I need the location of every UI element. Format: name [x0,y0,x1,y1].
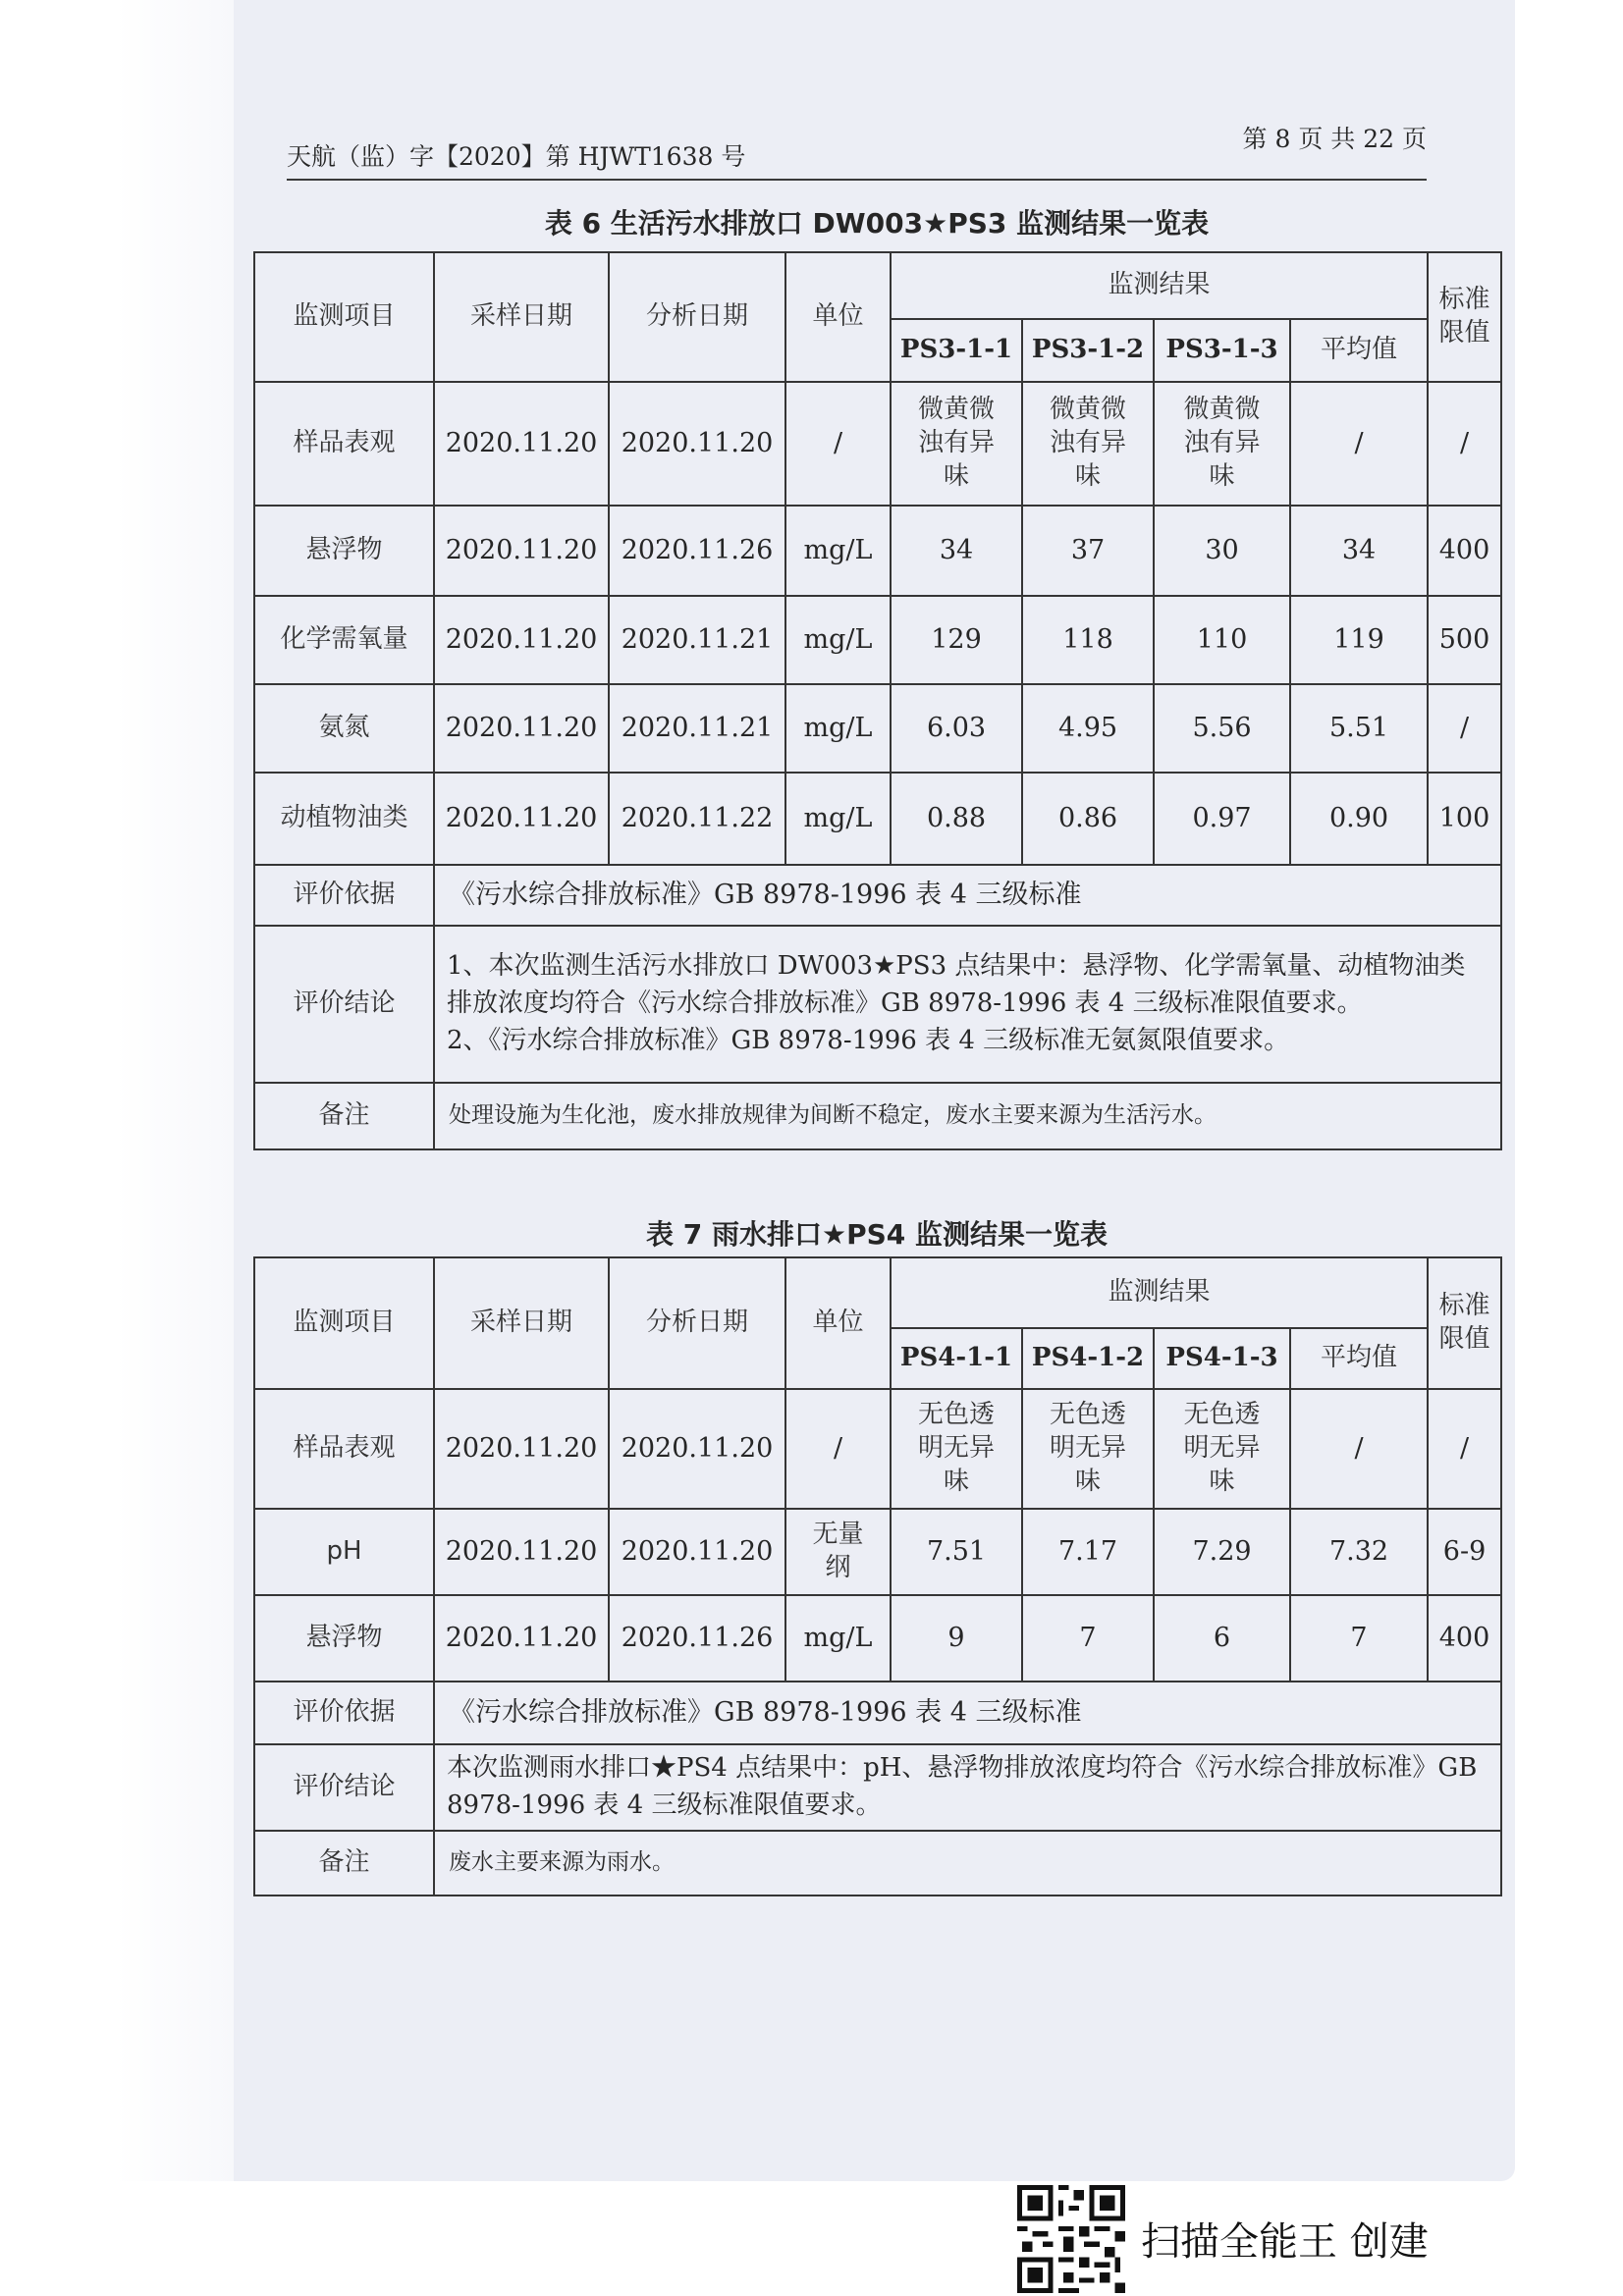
remark-label: 备注 [254,1831,434,1896]
cell-sample-2: 4.95 [1022,684,1154,773]
cell-sample-date: 2020.11.20 [434,596,609,684]
table-row [254,596,1501,684]
cell-limit: 400 [1428,1595,1501,1682]
header-sample-1: PS4-1-1 [891,1328,1022,1389]
cell-average: 0.90 [1290,773,1428,865]
cell-average: / [1290,382,1428,506]
cell-unit-text: 无量纲 [812,1520,864,1582]
cell-average: 7 [1290,1595,1428,1682]
table-row [254,773,1501,865]
header-results: 监测结果 [891,252,1428,319]
header-sample-date: 采样日期 [434,1257,609,1389]
basis-label: 评价依据 [254,865,434,926]
header-sample-3: PS3-1-3 [1154,319,1290,382]
cell-sample-3: 7.29 [1154,1509,1290,1595]
cell-sample-2-text: 微黄微浊有异味 [1049,395,1126,491]
cell-sample-date: 2020.11.20 [434,1509,609,1595]
page-edge-shadow [116,0,234,2181]
header-sample-2: PS3-1-2 [1022,319,1154,382]
header-analysis-date: 分析日期 [609,1257,785,1389]
cell-sample-date: 2020.11.20 [434,773,609,865]
cell-sample-3 [1154,1389,1290,1509]
table-row [254,382,1501,506]
table7 [253,1256,1502,1896]
cell-item: 氨氮 [254,684,434,773]
remark-label: 备注 [254,1083,434,1149]
header-limit [1428,252,1501,382]
header-item: 监测项目 [254,252,434,382]
cell-limit: / [1428,684,1501,773]
header-limit-text: 标准限值 [1438,285,1490,347]
cell-sample-1: 129 [891,596,1022,684]
cell-unit: mg/L [785,506,891,596]
cell-item: pH [254,1509,434,1595]
cell-unit: / [785,1389,891,1509]
cell-analysis-date: 2020.11.20 [609,1509,785,1595]
cell-item: 样品表观 [254,1389,434,1509]
cell-average: 34 [1290,506,1428,596]
cell-sample-1 [891,1389,1022,1509]
header-unit: 单位 [785,252,891,382]
cell-limit: 500 [1428,596,1501,684]
cell-sample-2: 37 [1022,506,1154,596]
cell-sample-3: 6 [1154,1595,1290,1682]
header-sample-date: 采样日期 [434,252,609,382]
cell-item: 化学需氧量 [254,596,434,684]
cell-item: 动植物油类 [254,773,434,865]
cell-sample-date: 2020.11.20 [434,684,609,773]
conclusion-text: 本次监测雨水排口★PS4 点结果中：pH、悬浮物排放浓度均符合《污水综合排放标准》GB 8978-1996 表 4 三级标准限值要求。 [434,1744,1501,1831]
cell-average: 119 [1290,596,1428,684]
cell-sample-3: 5.56 [1154,684,1290,773]
cell-item: 悬浮物 [254,1595,434,1682]
cell-analysis-date: 2020.11.22 [609,773,785,865]
conclusion-text [434,926,1501,1083]
cell-sample-2: 7.17 [1022,1509,1154,1595]
cell-average: 7.32 [1290,1509,1428,1595]
cell-average: / [1290,1389,1428,1509]
cell-unit: / [785,382,891,506]
page-number: 第 8 页 共 22 页 [1242,125,1427,153]
remark-text: 废水主要来源为雨水。 [434,1831,1501,1896]
cell-sample-1: 7.51 [891,1509,1022,1595]
table-row [254,1509,1501,1595]
cell-analysis-date: 2020.11.26 [609,506,785,596]
cell-sample-1 [891,382,1022,506]
cell-item: 样品表观 [254,382,434,506]
cell-unit: mg/L [785,684,891,773]
cell-sample-date: 2020.11.20 [434,1595,609,1682]
cell-sample-date: 2020.11.20 [434,506,609,596]
cell-sample-3: 110 [1154,596,1290,684]
cell-limit: 6-9 [1428,1509,1501,1595]
document-number: 天航（监）字【2020】第 HJWT1638 号 [287,142,746,171]
header-sample-1: PS3-1-1 [891,319,1022,382]
cell-sample-2 [1022,382,1154,506]
cell-sample-1-text: 微黄微浊有异味 [917,395,995,491]
cell-sample-3-text: 微黄微浊有异味 [1183,395,1261,491]
cell-sample-1: 34 [891,506,1022,596]
cell-sample-3: 0.97 [1154,773,1290,865]
conclusion-label: 评价结论 [254,1744,434,1831]
cell-limit: 100 [1428,773,1501,865]
cell-sample-1: 0.88 [891,773,1022,865]
cell-average: 5.51 [1290,684,1428,773]
table7-caption: 表 7 雨水排口★PS4 监测结果一览表 [646,1218,1108,1251]
header-sample-3: PS4-1-3 [1154,1328,1290,1389]
cell-sample-1: 6.03 [891,684,1022,773]
conclusion-item-1: 1、本次监测生活污水排放口 DW003★PS3 点结果中：悬浮物、化学需氧量、动植物油类排放浓度均符合《污水综合排放标准》GB 8978-1996 表 4 三级标准限值要求。 [447,951,1466,1019]
header-average: 平均值 [1290,319,1428,382]
cell-sample-2-text: 无色透明无异味 [1049,1400,1126,1496]
header-item: 监测项目 [254,1257,434,1389]
header-average: 平均值 [1290,1328,1428,1389]
conclusion-label: 评价结论 [254,926,434,1083]
header-analysis-date: 分析日期 [609,252,785,382]
cell-analysis-date: 2020.11.26 [609,1595,785,1682]
cell-sample-2 [1022,1389,1154,1509]
table-row [254,1595,1501,1682]
qr-code-icon [1017,2185,1125,2293]
cell-analysis-date: 2020.11.21 [609,596,785,684]
cell-unit: mg/L [785,596,891,684]
cell-sample-2: 0.86 [1022,773,1154,865]
table6 [253,251,1502,1150]
cell-sample-1: 9 [891,1595,1022,1682]
cell-analysis-date: 2020.11.20 [609,382,785,506]
table-row [254,1389,1501,1509]
cell-limit: / [1428,382,1501,506]
cell-unit [785,1509,891,1595]
cell-sample-3 [1154,382,1290,506]
cell-sample-date: 2020.11.20 [434,1389,609,1509]
cell-item: 悬浮物 [254,506,434,596]
conclusion-item-2: 2、《污水综合排放标准》GB 8978-1996 表 4 三级标准无氨氮限值要求。 [447,1025,1290,1055]
cell-sample-3: 30 [1154,506,1290,596]
scanner-watermark: 扫描全能王 创建 [1141,2219,1429,2265]
header-unit: 单位 [785,1257,891,1389]
header-limit-text: 标准限值 [1438,1291,1490,1354]
header-limit [1428,1257,1501,1389]
table-row [254,684,1501,773]
basis-label: 评价依据 [254,1682,434,1744]
cell-sample-2: 7 [1022,1595,1154,1682]
remark-text: 处理设施为生化池，废水排放规律为间断不稳定，废水主要来源为生活污水。 [434,1083,1501,1149]
cell-sample-1-text: 无色透明无异味 [917,1400,995,1496]
cell-unit: mg/L [785,773,891,865]
header-results: 监测结果 [891,1257,1428,1328]
table6-caption: 表 6 生活污水排放口 DW003★PS3 监测结果一览表 [544,207,1210,240]
basis-text: 《污水综合排放标准》GB 8978-1996 表 4 三级标准 [434,1682,1501,1744]
basis-text: 《污水综合排放标准》GB 8978-1996 表 4 三级标准 [434,865,1501,926]
cell-limit: / [1428,1389,1501,1509]
cell-unit: mg/L [785,1595,891,1682]
cell-sample-date: 2020.11.20 [434,382,609,506]
cell-limit: 400 [1428,506,1501,596]
cell-sample-2: 118 [1022,596,1154,684]
cell-analysis-date: 2020.11.20 [609,1389,785,1509]
page-header [287,125,1427,181]
header-sample-2: PS4-1-2 [1022,1328,1154,1389]
cell-sample-3-text: 无色透明无异味 [1183,1400,1261,1496]
cell-analysis-date: 2020.11.21 [609,684,785,773]
table-row [254,506,1501,596]
